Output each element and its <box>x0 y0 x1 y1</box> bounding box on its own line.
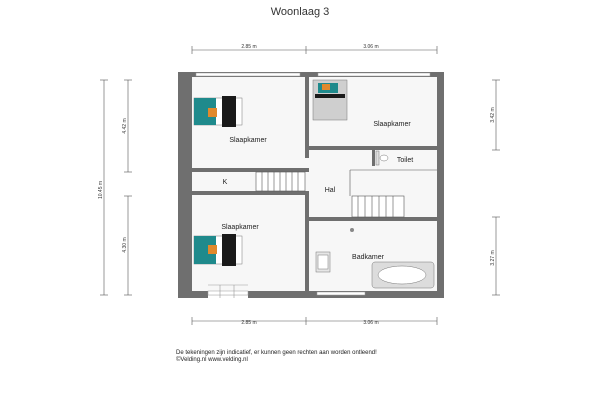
shower-drain <box>350 228 354 232</box>
dim-left-upper: 4.42 m <box>122 118 128 134</box>
page-title: Woonlaag 3 <box>270 6 330 18</box>
room-label-bedroom-top-left: Slaapkamer <box>229 137 267 144</box>
bed-bottom-left <box>194 234 242 266</box>
sink-fixture <box>316 252 330 272</box>
bathtub <box>372 262 434 288</box>
room-label-toilet: Toilet <box>396 157 414 164</box>
disclaimer-line: De tekeningen zijn indicatief, er kunnen geen rechten aan worden ontleend! <box>176 350 377 356</box>
bed-top-right <box>313 80 347 120</box>
disclaimer <box>176 350 496 364</box>
room-label-storage: K <box>222 179 228 186</box>
dim-top-left: 2.85 m <box>241 44 257 50</box>
dim-bottom-left: 2.85 m <box>241 320 257 326</box>
dim-left-total: 10.45 m <box>98 180 104 200</box>
bed-top-left <box>194 96 242 127</box>
dim-bottom-right: 3.06 m <box>363 320 379 326</box>
dim-left-lower: 4.30 m <box>122 237 128 253</box>
dim-right-upper: 3.42 m <box>490 107 496 123</box>
room-label-hall: Hal <box>324 187 336 194</box>
copyright-line: ©Velding.nl www.velding.nl <box>176 357 248 363</box>
room-label-bathroom: Badkamer <box>352 254 384 261</box>
room-label-bedroom-top-right: Slaapkamer <box>373 121 411 128</box>
dim-right-lower: 3.27 m <box>490 250 496 266</box>
room-label-bedroom-bottom-left: Slaapkamer <box>221 224 259 231</box>
dim-top-right: 3.06 m <box>363 44 379 50</box>
